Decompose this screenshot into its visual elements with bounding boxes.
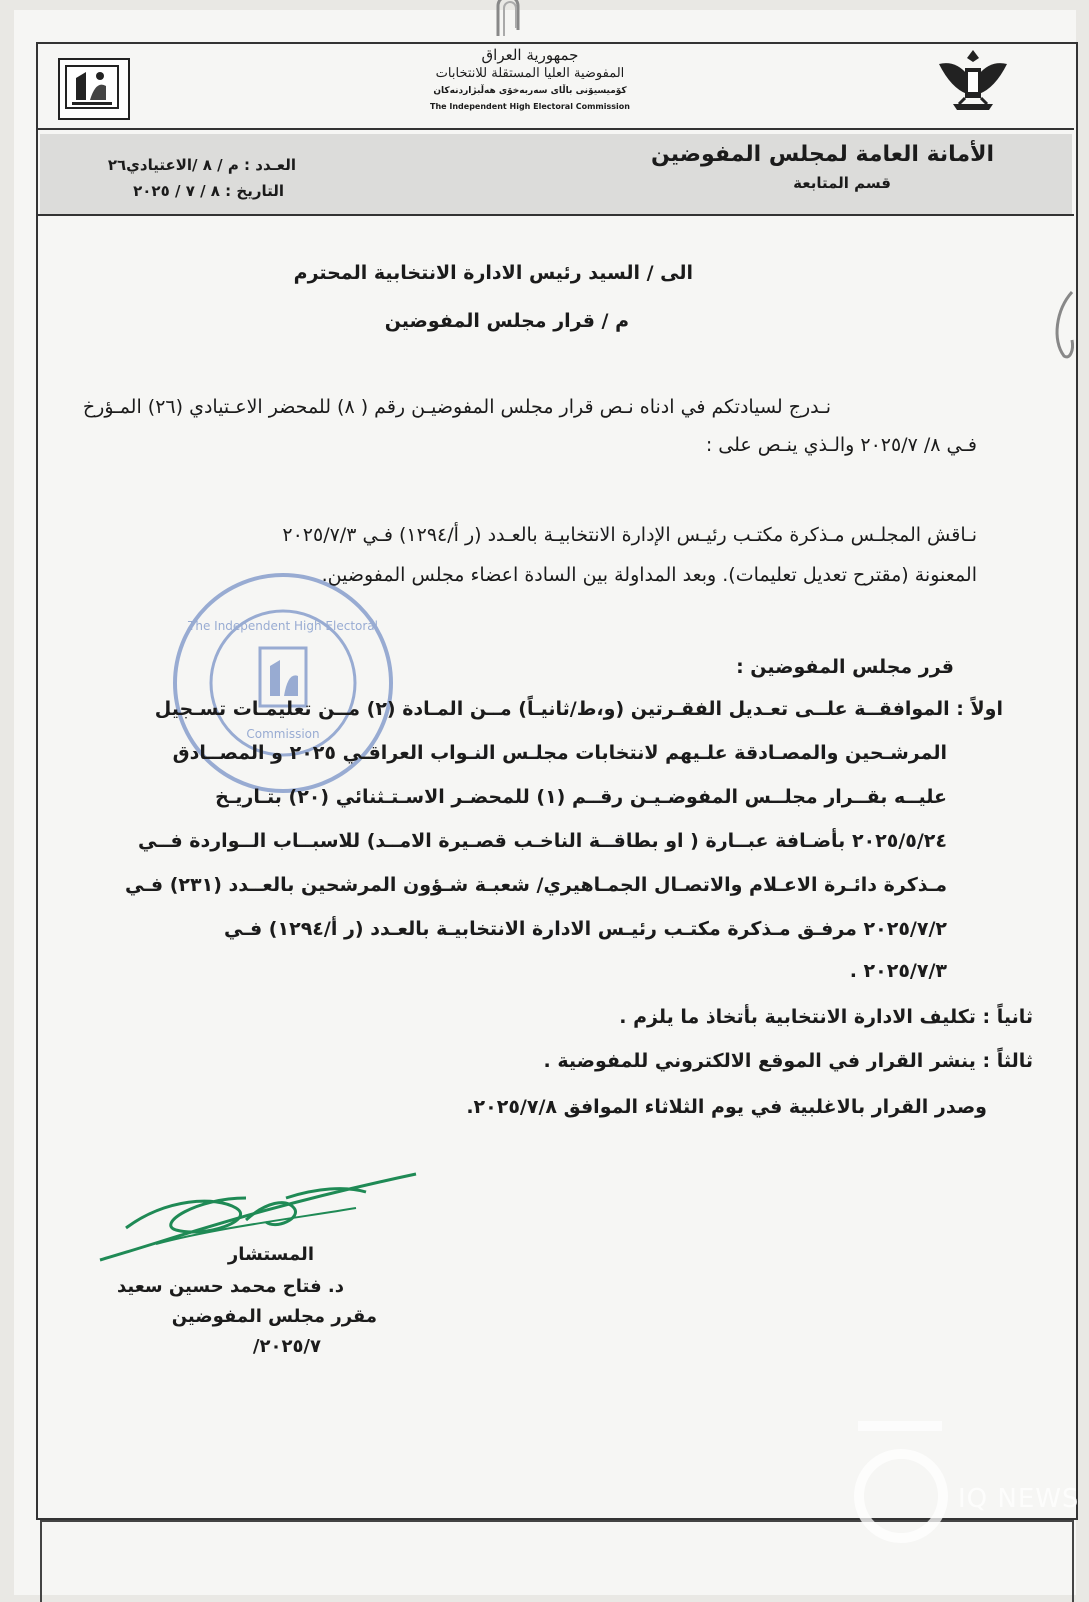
iq-news-logo-icon: [846, 1420, 956, 1550]
discussion-line-2: المعنونة (مقترح تعديل تعليمات). وبعد المداولة بين السادة اعضاء مجلس المفوضين.: [321, 564, 977, 586]
decision-heading: قرر مجلس المفوضين :: [736, 656, 954, 678]
header-rule-top: [38, 128, 1074, 130]
section-name: قسم المتابعة: [793, 174, 891, 192]
document-date: التاريخ : ٨ / ٧ / ٢٠٢٥: [133, 182, 284, 200]
logo-commission-arabic-line: المفوضية العليا المستقلة للانتخابات: [435, 66, 625, 81]
paper-clip-edge-icon: [1046, 290, 1076, 360]
decision-first-line-3: عليــه بقــرار مجلــس المفوضـيـن رقــم (١) للمحضـر الاسـتـثنائي (٢٠) بتـاريـخ: [215, 786, 947, 808]
svg-text:The Independent High Electoral: The Independent High Electoral: [188, 619, 378, 633]
watermark-text: IQ NEWS: [958, 1484, 1080, 1514]
iq-news-watermark: [846, 1420, 1080, 1550]
decision-second: ثانياً : تكليف الادارة الانتخابية بأتخاذ ما يلزم .: [619, 1006, 1033, 1028]
ballot-box-icon: [60, 60, 124, 114]
discussion-line-1: نـاقش المجلـس مـذكرة مكتـب رئيـس الإدارة الانتخابيـة بالعـدد (ر أ/١٢٩٤) فـي ٢٠٢٥/٧/٣: [282, 524, 977, 546]
decision-first-line-6: ٢٠٢٥/٧/٢ مرفـق مـذكرة مكتـب رئيـس الادارة الانتخابيـة بالعـدد (ر أ/١٢٩٤) فـي: [224, 918, 947, 940]
paper-clip-icon: [490, 0, 530, 36]
header-center-logo: [420, 46, 640, 120]
logo-commission-kurdish-line: كۆمیسیۆنی باڵای سەربەخۆی هەڵبژاردنەکان: [433, 86, 627, 96]
reference-number: العـدد : م / ٨ /الاعتيادي٢٦: [107, 156, 296, 174]
decision-first-line-7: ٢٠٢٥/٧/٣ .: [849, 960, 947, 982]
svg-text:Commission: Commission: [246, 727, 320, 741]
commission-emblem-logo: [58, 58, 130, 120]
intro-line-1: نـدرج لسيادتكم في ادناه نـص قرار مجلس المفوضيـن رقم ( ٨) للمحضر الاعـتيادي (٢٦) المـؤرخ: [82, 396, 831, 418]
decision-first-line-4: ٢٠٢٥/٥/٢٤ بأضـافة عبــارة ( او بطاقــة الناخـب قصـيرة الامــد) للاسبــاب الــواردة فــي: [138, 830, 947, 852]
iraq-eagle-emblem-icon: [935, 44, 1011, 114]
signatory-name: د. فتاح محمد حسين سعيد: [116, 1276, 344, 1297]
signatory-date: ٢٠٢٥/٧/: [252, 1336, 321, 1357]
logo-commission-english-line: The Independent High Electoral Commission: [430, 102, 630, 111]
decision-first-line-1: اولاً : الموافقــة علــى تعـديل الفقـرتين (و،ط/ثانيـاً) مــن المـادة (٢) مــن تعليمـات تسـجيل: [154, 698, 1003, 720]
recipient-line: الى / السيد رئيس الادارة الانتخابية المحترم: [293, 262, 693, 284]
issued-statement: وصدر القرار بالاغلبية في يوم الثلاثاء الموافق ٢٠٢٥/٧/٨.: [466, 1096, 987, 1118]
header-rule-bottom: [38, 214, 1074, 216]
decision-first-line-2: المرشـحين والمصـادقة علـيهم لانتخابات مجلـس النـواب العراقـي ٢٠٢٥ و المصــادق: [172, 742, 947, 764]
department-title: الأمانة العامة لمجلس المفوضين: [651, 142, 994, 167]
signatory-position: مقرر مجلس المفوضين: [171, 1306, 377, 1327]
intro-line-2: فـي ٨/ ٢٠٢٥/٧ والـذي ينـص على :: [705, 434, 977, 456]
subject-line: م / قرار مجلس المفوضين: [384, 310, 629, 332]
signatory-role: المستشار: [227, 1244, 314, 1265]
decision-third: ثالثاً : ينشر القرار في الموقع الالكتروني للمفوضية .: [543, 1050, 1033, 1072]
decision-first-line-5: مـذكرة دائـرة الاعـلام والاتصـال الجمـاهيري/ شعبـة شـؤون المرشحين بالعــدد (٢٣١) فـي: [124, 874, 947, 896]
logo-country-line: جمهورية العراق: [481, 46, 579, 64]
